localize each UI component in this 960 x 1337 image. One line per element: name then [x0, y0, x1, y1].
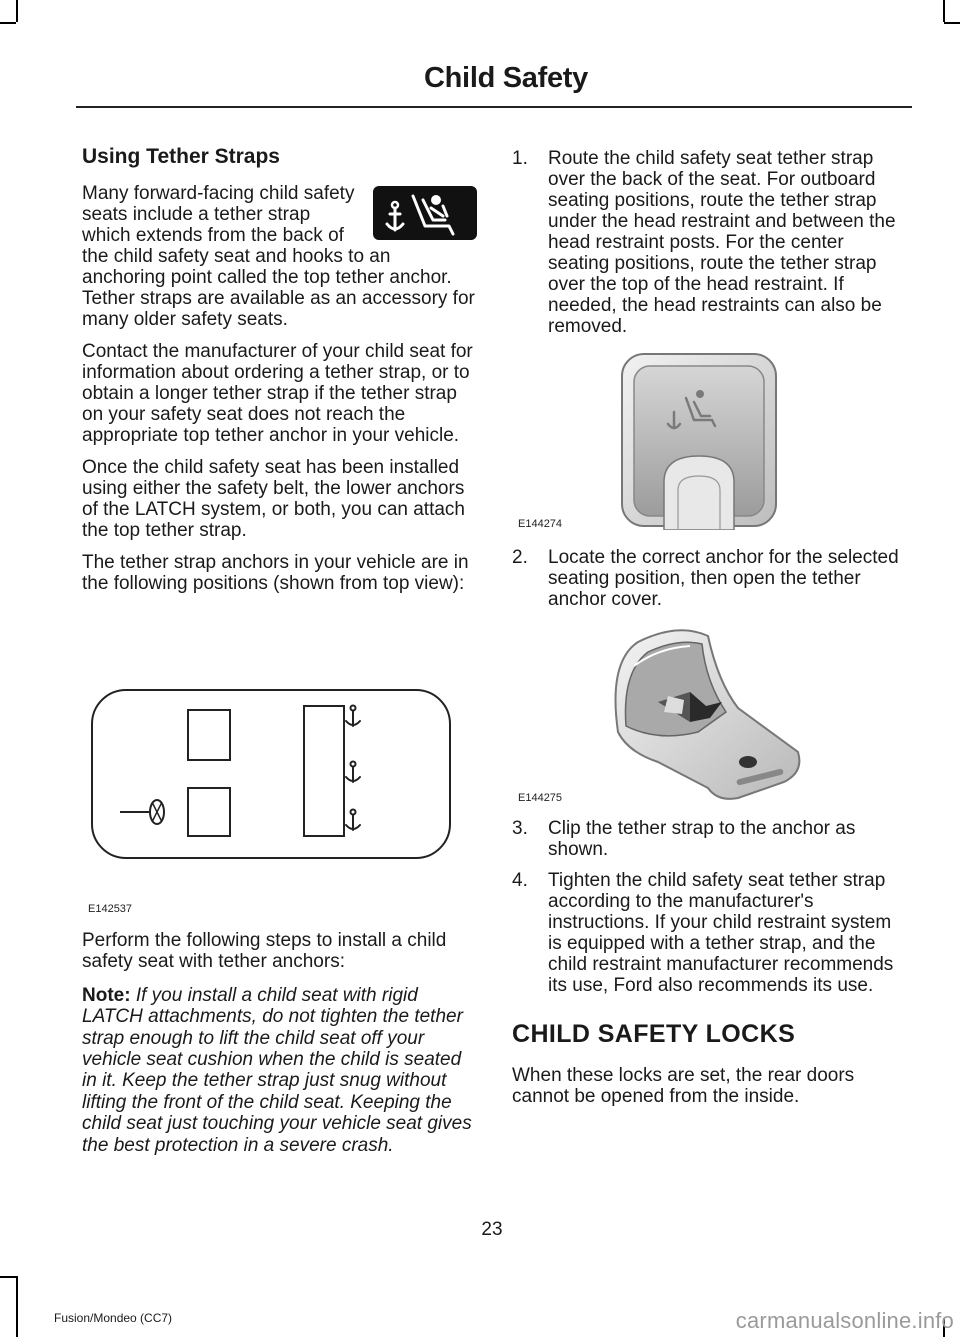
figure-open-anchor-cover: [598, 622, 806, 804]
crop-mark: [0, 1276, 16, 1278]
left-column: [82, 146, 477, 605]
paragraph-once-installed: Once the child safety seat has been installed using either the safety belt, the lower anchors of the LATCH system, or both, you can attach the top tether strap.: [82, 457, 465, 541]
paragraph-child-locks: When these locks are set, the rear doors cannot be opened from the inside.: [512, 1065, 855, 1107]
right-column-lower: [512, 818, 908, 1118]
paragraph-anchor-positions: The tether strap anchors in your vehicle are in the following positions (shown from top view):: [82, 552, 469, 594]
figure-id: E144274: [518, 518, 563, 530]
figure-tether-anchor-cover: [620, 352, 778, 530]
section-heading-child-safety-locks: CHILD SAFETY LOCKS: [512, 1020, 796, 1048]
steps-list: [512, 547, 908, 610]
steps-list: [512, 148, 908, 337]
section-heading-tether-straps: Using Tether Straps: [82, 145, 280, 168]
right-column: [512, 148, 908, 347]
paragraph-contact-manufacturer: Contact the manufacturer of your child seat for information about ordering a tether strap, or to obtain a longer tether strap if the tether strap on your safety seat does not reach the appropriate top tether anchor in your vehicle.: [82, 341, 473, 446]
paragraph-perform-steps: Perform the following steps to install a child safety seat with tether anchors:: [82, 930, 447, 973]
step-text: Locate the correct anchor for the selected seating position, then open the tether anchor cover.: [548, 547, 899, 610]
intro-paragraph: Many forward-facing child safety seats include a tether strap which extends from the back of the child safety seat and hooks to an anchoring point called the top tether anchor. Tether straps are available as an accessory for many older safety seats.: [82, 183, 475, 330]
crop-mark: [944, 22, 960, 24]
figure-id: E142537: [88, 903, 133, 915]
step-text: Clip the tether strap to the anchor as shown.: [548, 818, 856, 860]
step-text: Route the child safety seat tether strap over the back of the seat. For outboard seating positions, route the tether strap under the head restraint and between the head restraint posts. For the center seating positions, route the tether strap over the top of the head restraint. If needed, the head restraints can also be removed.: [548, 148, 896, 337]
step-number: 1.: [512, 148, 528, 169]
page-header-title: Child Safety: [424, 62, 588, 94]
step-item: [512, 870, 908, 996]
figure-id: E144275: [518, 792, 563, 804]
left-column-lower: [82, 930, 477, 1167]
crop-mark: [0, 22, 16, 24]
step-text: Tighten the child safety seat tether strap according to the manufacturer's instructions. If your child restraint system is equipped with a tether strap, and the child restraint manufacturer recommends its use, Ford also recommends its use.: [548, 870, 894, 996]
step-number: 3.: [512, 818, 528, 839]
intro-block: [82, 183, 477, 330]
step-item: [512, 818, 908, 860]
anchor-icon: [90, 688, 452, 860]
step-item: [512, 148, 908, 337]
right-column-step2: [512, 547, 908, 620]
step-number: 4.: [512, 870, 528, 891]
child-seat-anchor-icon: [373, 186, 477, 240]
figure-anchor-positions: [90, 688, 452, 860]
step-number: 2.: [512, 547, 528, 568]
watermark-link[interactable]: carmanualsonline.info: [735, 1308, 954, 1333]
header-divider: [76, 106, 912, 108]
crop-mark: [16, 0, 18, 22]
note-paragraph: [82, 985, 477, 1156]
steps-list: [512, 818, 908, 996]
note-label: Note:: [82, 984, 131, 1006]
note-text: If you install a child seat with rigid LATCH attachments, do not tighten the tether strap enough to lift the child seat off your vehicle seat cushion when the child is seated in it. Keep the tether strap just snug without lifting the front of the child seat. Keeping the child seat just touching your vehicle seat gives the best protection in a severe crash.: [82, 984, 472, 1156]
crop-mark: [16, 1276, 18, 1337]
step-item: [512, 547, 908, 610]
crop-mark: [943, 0, 945, 22]
footer-model-label: Fusion/Mondeo (CC7): [54, 1311, 173, 1325]
page-number: 23: [481, 1219, 503, 1240]
